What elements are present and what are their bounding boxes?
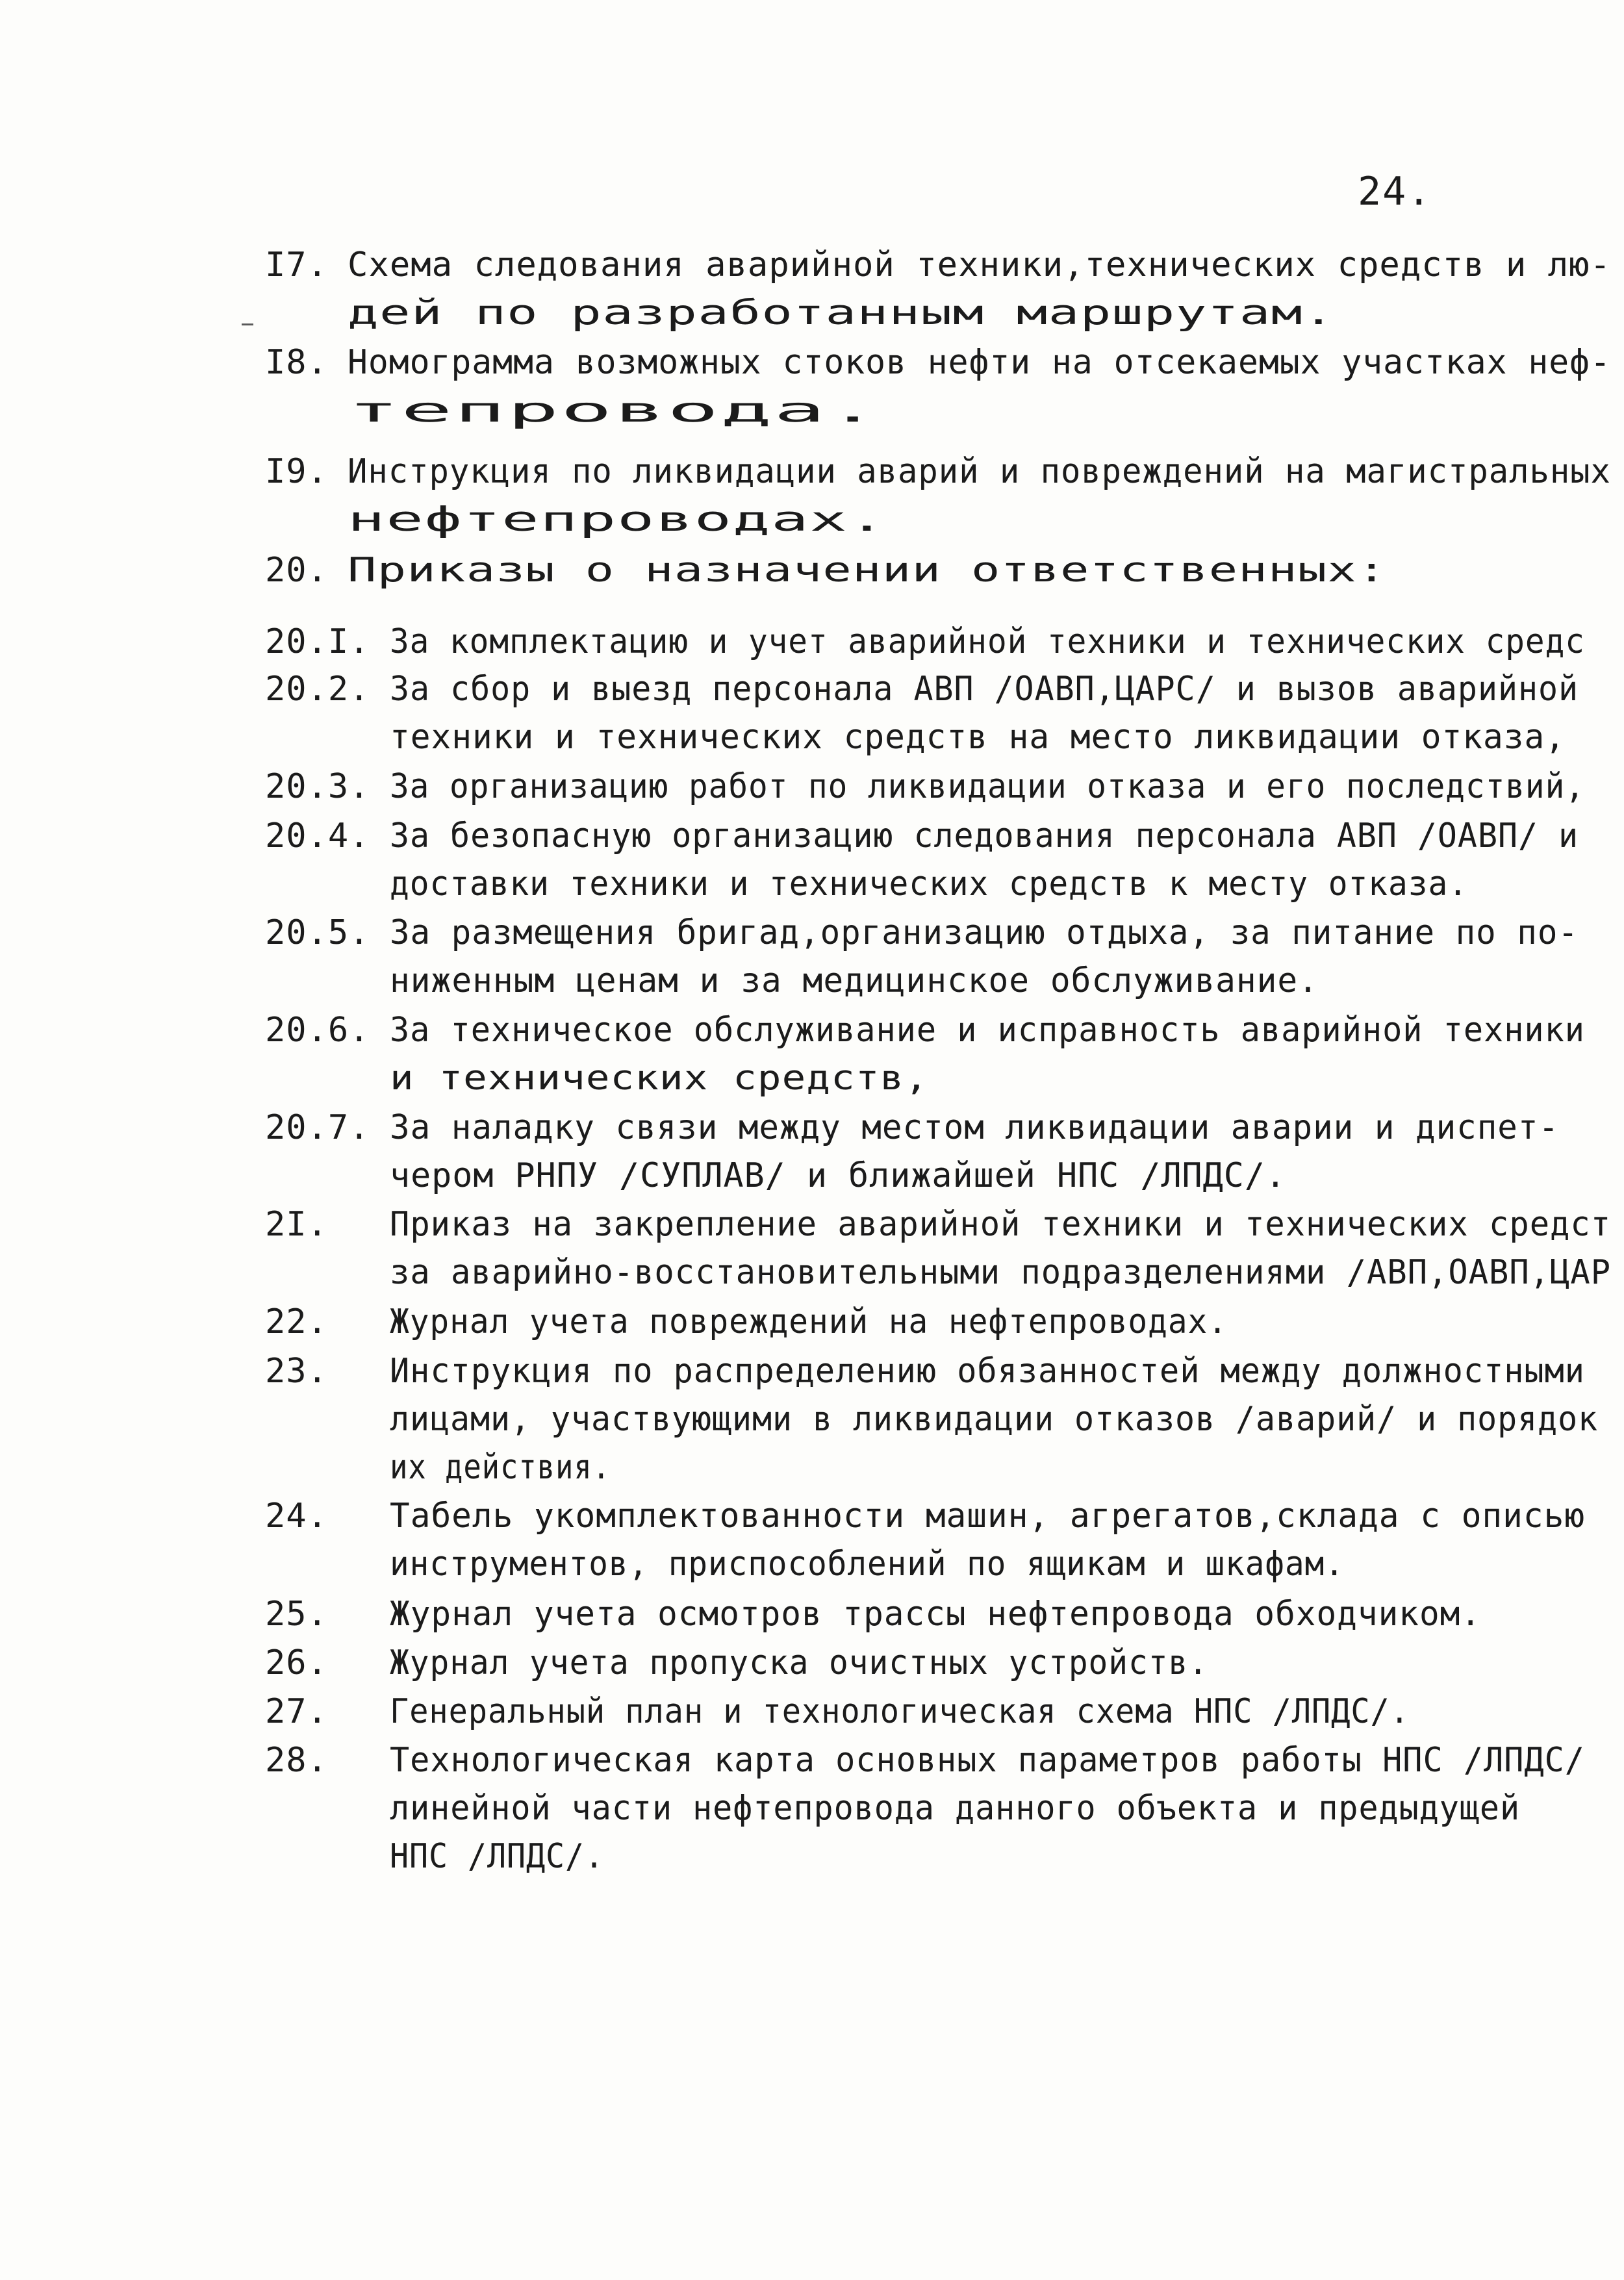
item-text-line: Технологическая карта основных параметров работы НПС /ЛПДС/ — [390, 1741, 1585, 1780]
item-text-line: Журнал учета осмотров трассы нефтепровода обходчиком. — [390, 1595, 1482, 1634]
item-number: 20. — [265, 551, 328, 590]
item-text-line: дей по разработанным маршрутам. — [348, 294, 1336, 333]
item-text-line: Инструкция по ликвидации аварий и повреждений на магистральных — [348, 452, 1611, 491]
list-item — [0, 817, 1624, 914]
item-text-line: линейной части нефтепровода данного объекта и предыдущей — [390, 1789, 1521, 1828]
item-number: 20.3. — [265, 767, 370, 806]
item-text-line: за аварийно-восстановительными подразделениями /АВП,ОАВП,ЦАР — [390, 1253, 1612, 1292]
item-number: 20.I. — [265, 622, 370, 661]
list-item — [0, 1011, 1624, 1108]
list-item — [0, 452, 1624, 550]
item-number: 24. — [265, 1497, 328, 1536]
item-text-line: НПС /ЛПДС/. — [390, 1837, 605, 1876]
item-number: 26. — [265, 1643, 328, 1682]
item-number: I8. — [265, 343, 328, 382]
item-number: 25. — [265, 1595, 328, 1634]
item-text-line: лицами, участвующими в ликвидации отказов /аварий/ и порядок — [390, 1400, 1599, 1439]
item-text-line: За размещения бригад,организацию отдыха, за питание по по- — [390, 913, 1579, 952]
item-number: 2I. — [265, 1205, 328, 1244]
item-text-line: За наладку связи между местом ликвидации аварии и диспет- — [390, 1108, 1560, 1147]
item-text-line: За техническое обслуживание и исправность аварийной техники — [390, 1011, 1585, 1050]
item-text-line: их действия. — [390, 1448, 611, 1487]
item-number: 23. — [265, 1352, 328, 1391]
item-text-line: техники и технических средств на место ликвидации отказа, — [390, 718, 1566, 757]
list-item — [0, 246, 1624, 343]
item-text-line: чером РНПУ /СУПЛАВ/ и ближайшей НПС /ЛПДС/. — [390, 1156, 1287, 1195]
item-text-line: За организацию работ по ликвидации отказа и его последствий, — [390, 767, 1585, 806]
list-item — [0, 670, 1624, 767]
item-text-line: Журнал учета пропуска очистных устройств. — [390, 1643, 1208, 1682]
item-text-line: Генеральный план и технологическая схема НПС /ЛПДС/. — [390, 1692, 1410, 1731]
list-item — [0, 1352, 1624, 1487]
item-text-line: инструментов, приспособлений по ящикам и шкафам. — [390, 1545, 1345, 1584]
item-text-line: доставки техники и технических средств к месту отказа. — [390, 865, 1468, 904]
item-text-line: Схема следования аварийной техники,технических средств и лю- — [348, 246, 1611, 285]
item-number: 20.5. — [265, 913, 370, 952]
item-text-line: ниженным ценам и за медицинское обслуживание. — [390, 961, 1319, 1000]
item-number: I9. — [265, 452, 328, 491]
item-number: 20.6. — [265, 1011, 370, 1050]
list-item — [0, 343, 1624, 440]
item-text-line: Журнал учета повреждений на нефтепроводах. — [390, 1302, 1228, 1341]
list-item — [0, 913, 1624, 1011]
item-text-line: За комплектацию и учет аварийной техники и технических средс — [390, 622, 1585, 661]
item-text-line: и технических средств, — [390, 1059, 930, 1098]
item-text-line: За сбор и выезд персонала АВП /ОАВП,ЦАРС/ и вызов аварийной — [390, 670, 1579, 709]
item-number: I7. — [265, 246, 328, 285]
list-item — [0, 1497, 1624, 1594]
item-text-line: тепровода. — [348, 391, 881, 430]
item-text-line: Табель укомплектованности машин, агрегатов,склада с описью — [390, 1497, 1586, 1536]
item-number: 28. — [265, 1741, 328, 1780]
item-number: 22. — [265, 1302, 328, 1341]
list-item — [0, 1741, 1624, 1876]
item-text-line: нефтепроводах. — [348, 500, 887, 539]
item-text-line: Приказы о назначении ответственных: — [348, 551, 1387, 590]
page-number: 24. — [1358, 169, 1432, 214]
list-item — [0, 1108, 1624, 1206]
item-number: 20.7. — [265, 1108, 370, 1147]
item-number: 27. — [265, 1692, 328, 1731]
item-text-line: Приказ на закрепление аварийной техники и технических средст — [390, 1205, 1612, 1244]
item-text-line: Инструкция по распределению обязанностей между должностными — [390, 1352, 1585, 1391]
item-number: 20.4. — [265, 817, 370, 855]
list-item — [0, 1205, 1624, 1302]
item-text-line: За безопасную организацию следования персонала АВП /ОАВП/ и — [390, 817, 1579, 855]
item-number: 20.2. — [265, 670, 370, 709]
item-text-line: Номограмма возможных стоков нефти на отсекаемых участках неф- — [348, 343, 1611, 382]
